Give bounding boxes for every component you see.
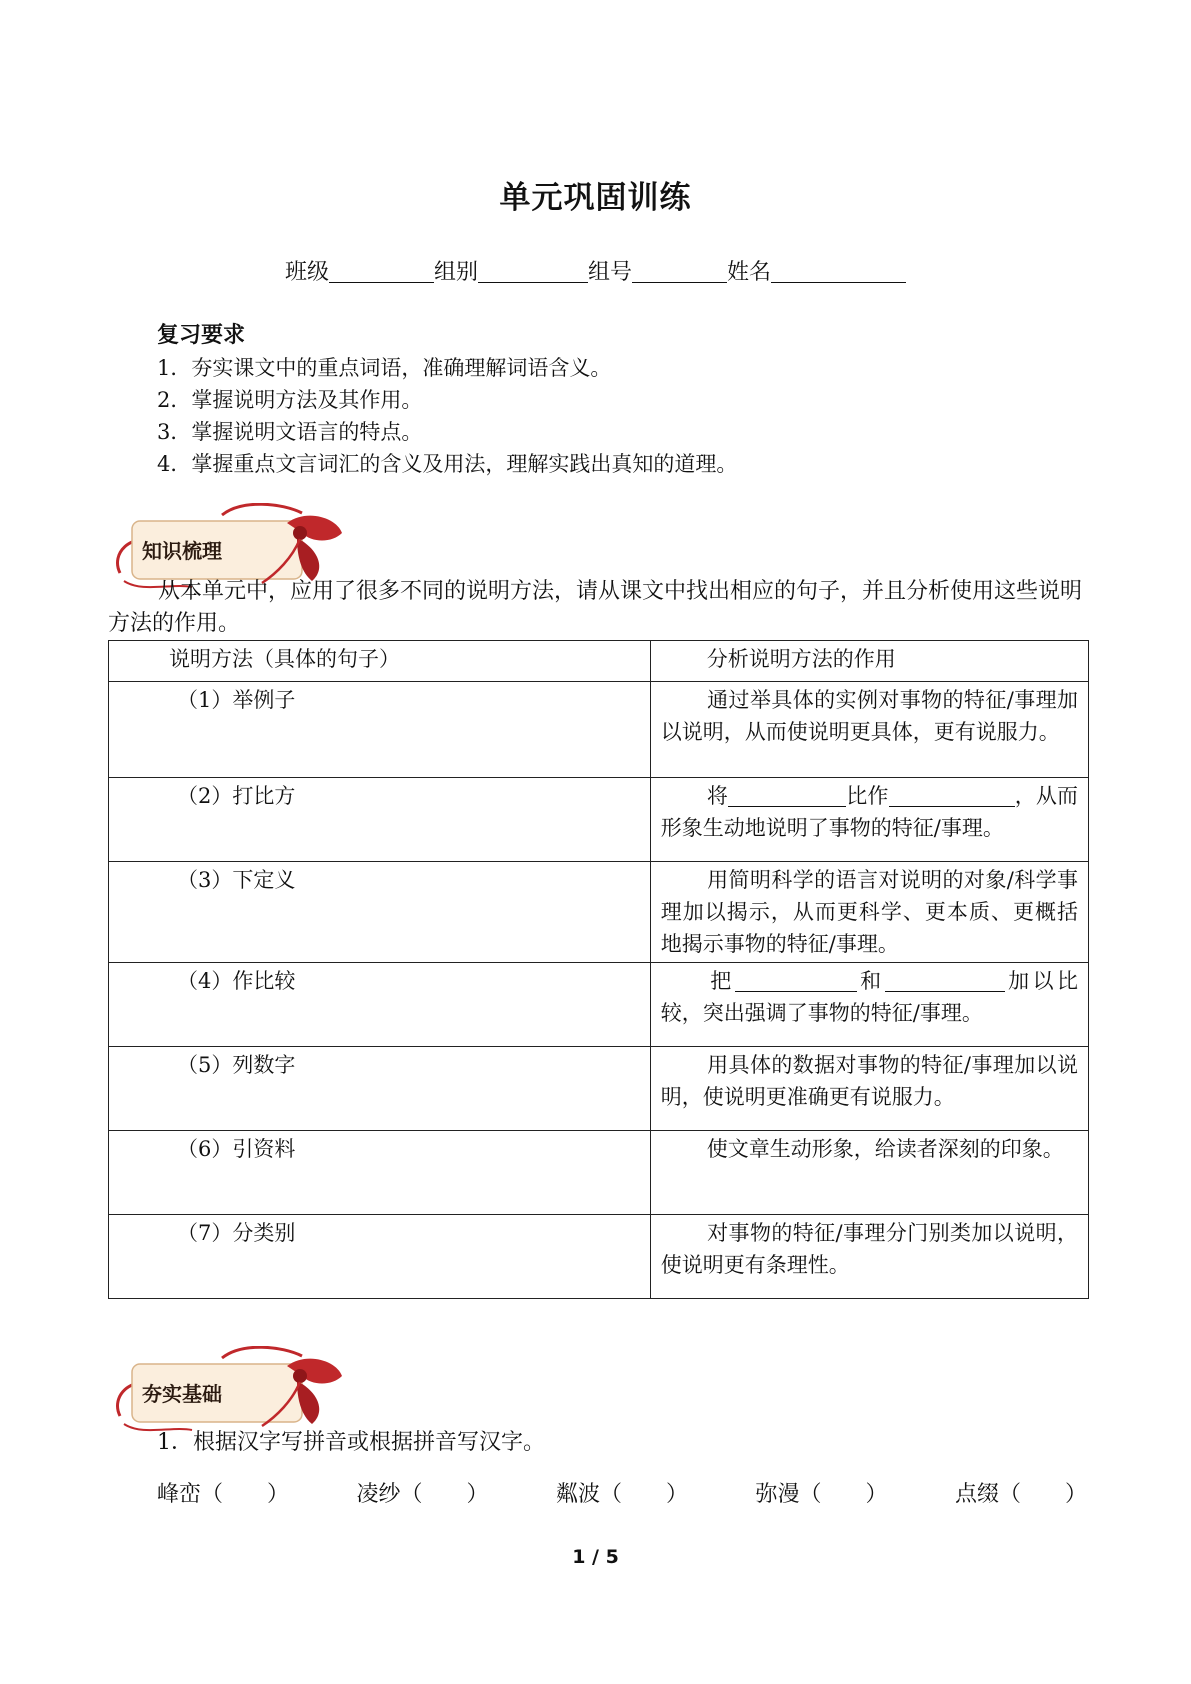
effect-cell [650,778,1088,862]
effect-cell [650,1215,1088,1299]
method-cell: （4）作比较 [109,963,651,1047]
fill-blank[interactable] [728,784,846,807]
requirement-item: 4．掌握重点文言词汇的含义及用法，理解实践出真知的道理。 [157,452,738,476]
group-label: 组别 [433,260,478,285]
effect-text: 通过举具体的实例对事物的特征/事理加以说明，从而使说明更具体，更有说服力。 [660,688,1078,744]
class-blank[interactable] [329,260,434,283]
student-info-line [0,255,1191,286]
pinyin-item[interactable]: 粼波（ ） [555,1482,688,1507]
table-row [109,1047,1089,1131]
group-no-label: 组号 [588,260,633,285]
badge-label: 夯实基础 [142,1382,222,1406]
effect-cell [650,963,1088,1047]
section-badge-basics [112,1346,352,1436]
method-cell: （5）列数字 [109,1047,651,1131]
effect-cell [650,682,1088,778]
pinyin-item[interactable]: 凌纱（ ） [356,1482,489,1507]
effect-text: 将 [706,784,729,808]
method-cell: （7）分类别 [109,1215,651,1299]
effect-text: 用具体的数据对事物的特征/事理加以说明，使说明更准确更有说服力。 [660,1053,1078,1109]
table-row [109,1131,1089,1215]
table-row [109,1215,1089,1299]
effect-text: 比作 [846,784,889,808]
group-blank[interactable] [478,260,588,283]
pinyin-item[interactable]: 点缀（ ） [954,1482,1087,1507]
pinyin-item[interactable]: 峰峦（ ） [157,1482,290,1507]
requirements-heading: 复习要求 [157,323,246,348]
method-cell: （6）引资料 [109,1131,651,1215]
effect-text: 加以比较，突出强调了事物的特征/事理。 [660,969,1079,1025]
requirements-list [157,352,737,480]
fill-blank[interactable] [735,969,857,992]
class-label: 班级 [284,260,329,285]
table-row [109,963,1089,1047]
effect-text: 和 [856,969,885,993]
page-title: 单元巩固训练 [499,180,692,216]
effect-text: 把 [706,969,735,993]
table-row [109,682,1089,778]
name-label: 姓名 [727,260,772,285]
group-no-blank[interactable] [632,260,727,283]
table-row [109,862,1089,963]
page-number: 1 / 5 [572,1546,619,1568]
table-row [109,778,1089,862]
effect-text: 对事物的特征/事理分门别类加以说明，使说明更有条理性。 [660,1221,1078,1277]
effect-cell [650,1131,1088,1215]
effect-text: 用简明科学的语言对说明的对象/科学事理加以揭示，从而更科学、更本质、更概括地揭示事物的特征/事理。 [660,868,1078,956]
method-cell: （1）举例子 [109,682,651,778]
methods-table [108,640,1089,1299]
fill-blank[interactable] [885,969,1005,992]
section-intro: 从本单元中，应用了很多不同的说明方法，请从课文中找出相应的句子，并且分析使用这些说明方法的作用。 [108,579,1083,636]
header-right: 分析说明方法的作用 [650,641,1088,682]
requirement-item: 2．掌握说明方法及其作用。 [157,388,423,412]
requirement-item: 3．掌握说明文语言的特点。 [157,420,423,444]
effect-text: 使文章生动形象，给读者深刻的印象。 [706,1137,1064,1161]
pinyin-row [157,1477,1087,1508]
effect-cell [650,1047,1088,1131]
effect-text: ，从而形象生动地说明了事物的特征/事理。 [660,784,1079,840]
question-1: 1．根据汉字写拼音或根据拼音写汉字。 [157,1430,545,1455]
requirement-item: 1．夯实课文中的重点词语，准确理解词语含义。 [157,356,612,380]
pinyin-item[interactable]: 弥漫（ ） [755,1482,888,1507]
fill-blank[interactable] [889,784,1015,807]
effect-cell [650,862,1088,963]
table-header-row [109,641,1089,682]
method-cell: （2）打比方 [109,778,651,862]
badge-label: 知识梳理 [142,539,222,563]
header-left: 说明方法（具体的句子） [109,641,651,682]
name-blank[interactable] [771,260,906,283]
method-cell: （3）下定义 [109,862,651,963]
